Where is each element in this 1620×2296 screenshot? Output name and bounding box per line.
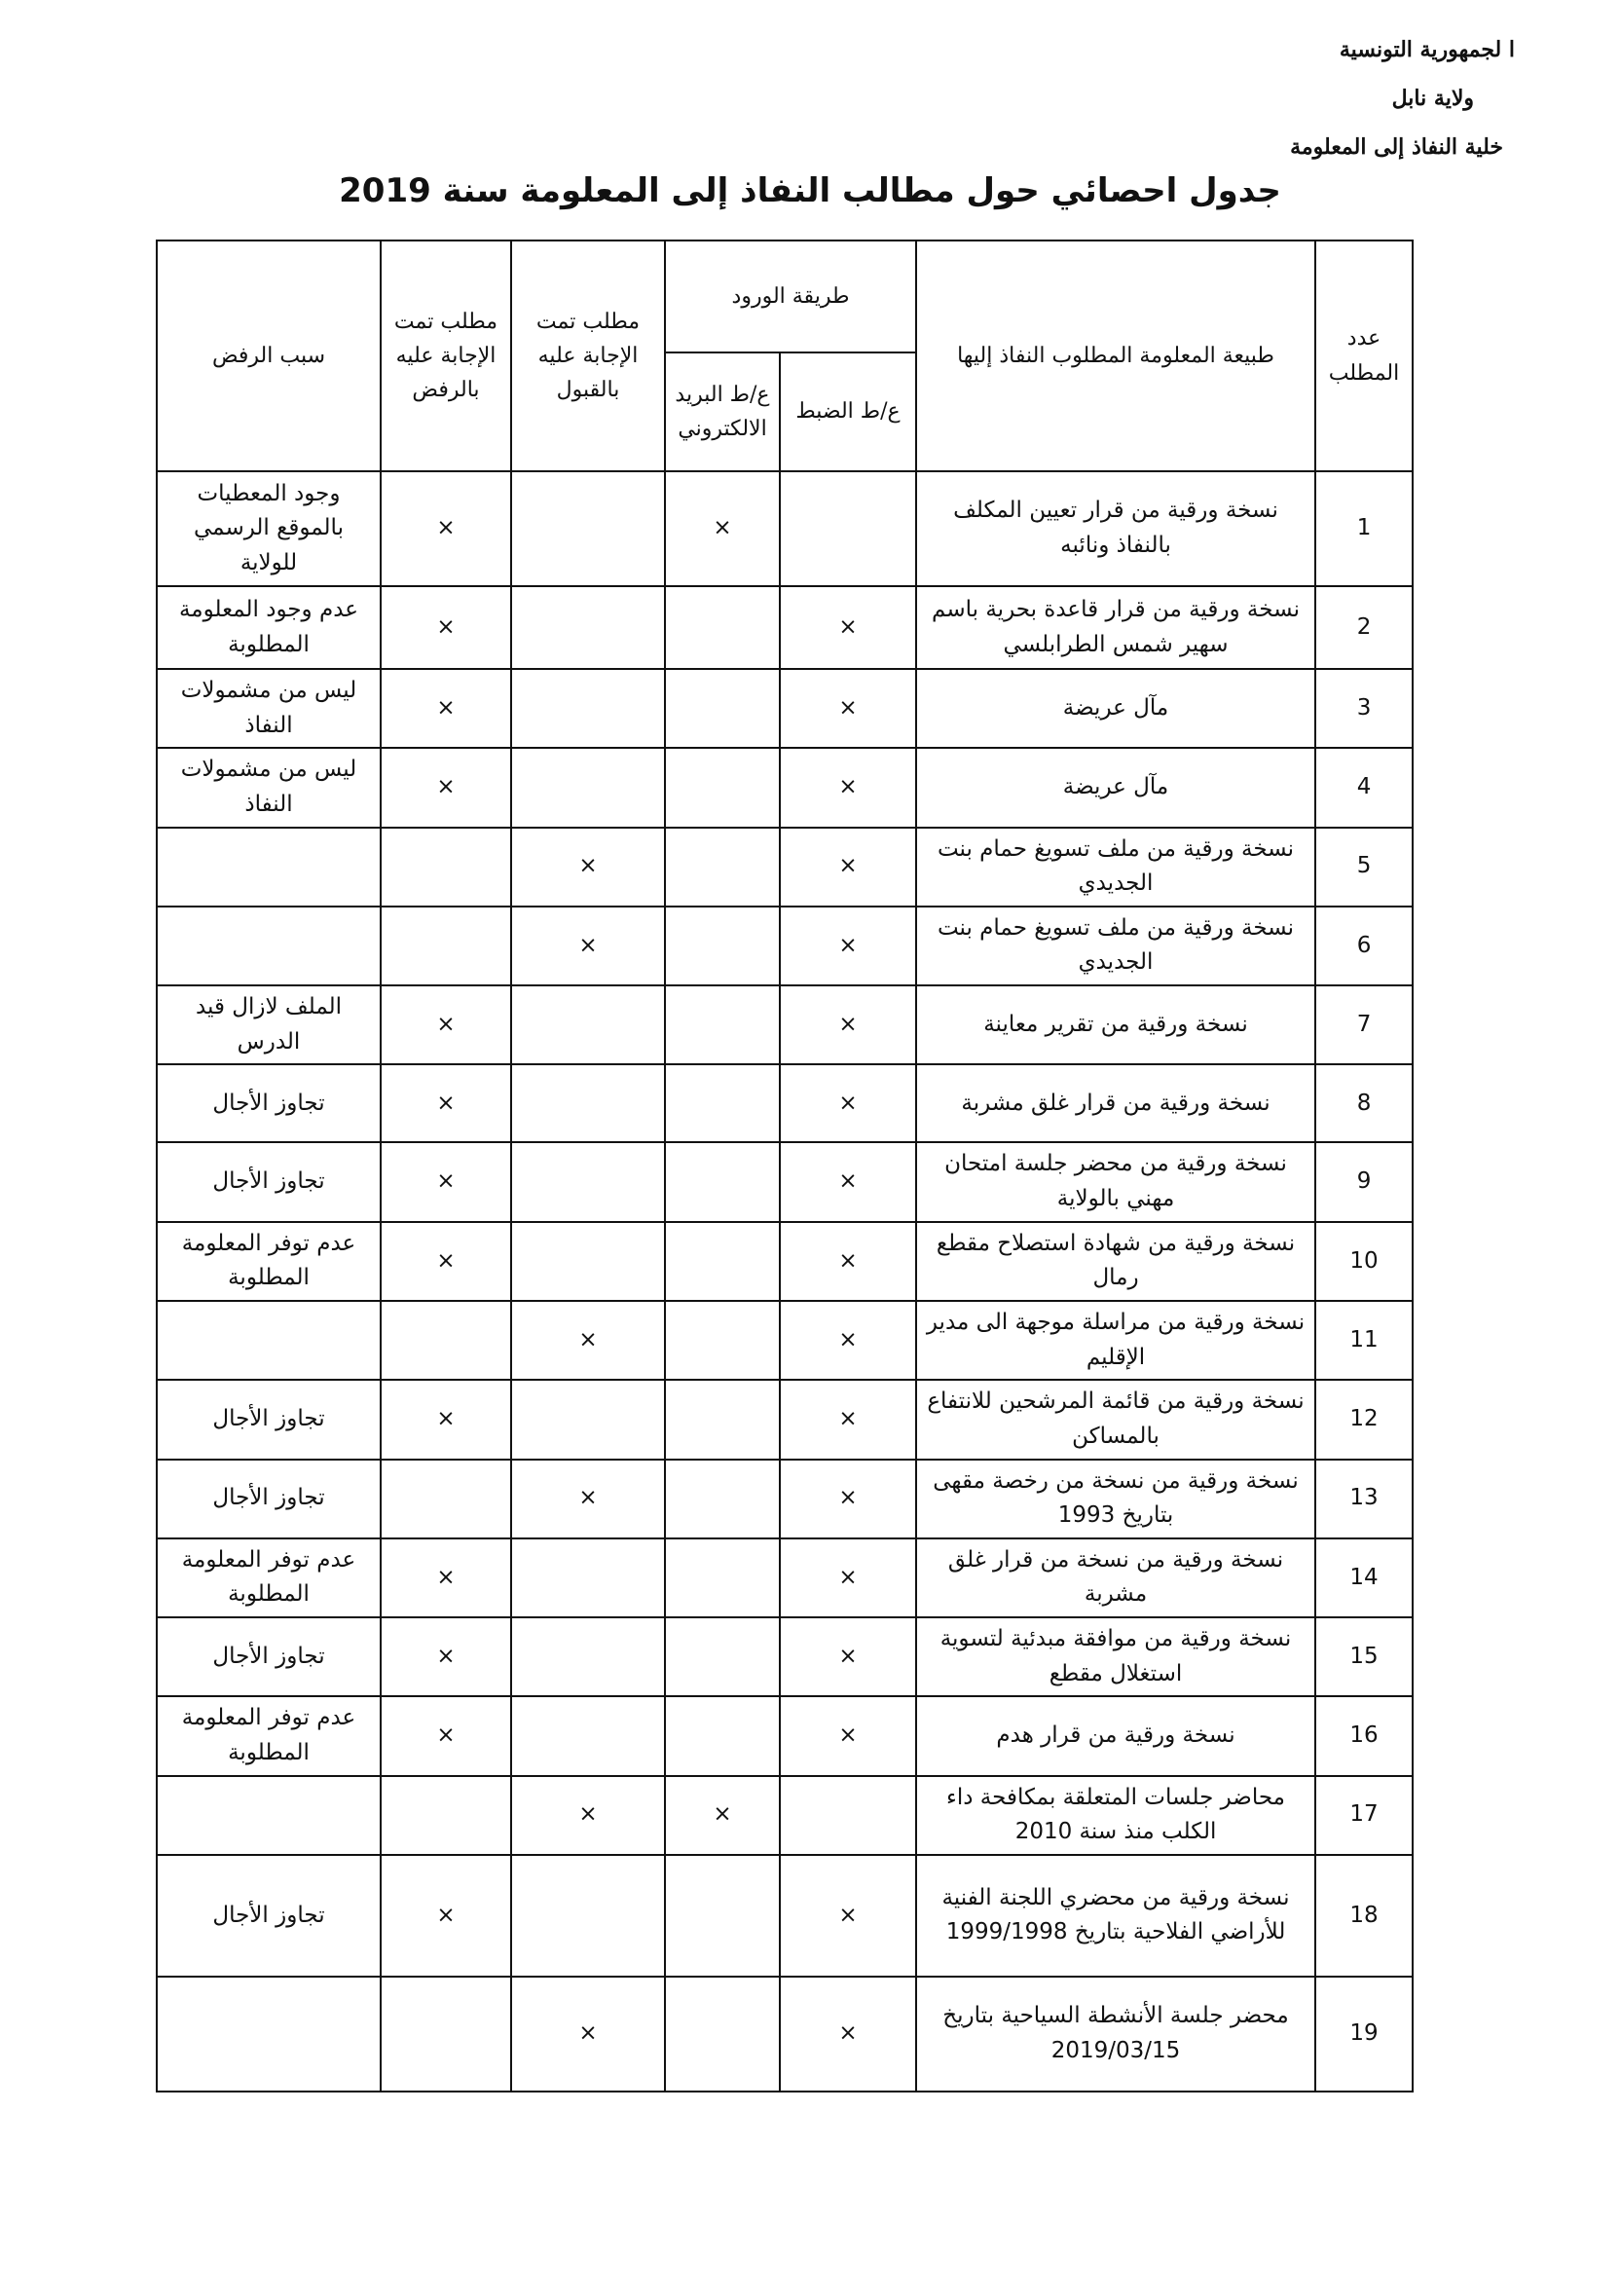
- row-refused: ×: [381, 1696, 511, 1775]
- table-body: [157, 471, 1413, 2092]
- row-number: 18: [1315, 1855, 1413, 1977]
- table-row: [157, 1064, 1413, 1142]
- table-row: [157, 1380, 1413, 1459]
- header-governorate: ولاية نابل: [1391, 86, 1474, 111]
- row-method-post: ×: [780, 1301, 916, 1380]
- row-nature: نسخة ورقية من موافقة مبدئية لتسوية استغلال مقطع: [916, 1617, 1315, 1696]
- col-number-header: عدد المطلب: [1315, 241, 1413, 471]
- row-method-post: ×: [780, 669, 916, 748]
- col-refused-header: مطلب تمت الإجابة عليه بالرفض: [381, 241, 511, 471]
- row-refused: ×: [381, 1222, 511, 1301]
- table-row: [157, 907, 1413, 985]
- row-nature: نسخة ورقية من ملف تسويغ حمام بنت الجديدي: [916, 828, 1315, 907]
- row-reason: عدم وجود المعلومة المطلوبة: [157, 586, 381, 669]
- row-reason: [157, 1301, 381, 1380]
- row-refused: ×: [381, 586, 511, 669]
- row-reason: عدم توفر المعلومة المطلوبة: [157, 1222, 381, 1301]
- row-accepted: [511, 1064, 665, 1142]
- row-number: 9: [1315, 1142, 1413, 1221]
- row-nature: نسخة ورقية من محضر جلسة امتحان مهني بالولاية: [916, 1142, 1315, 1221]
- row-number: 13: [1315, 1460, 1413, 1538]
- col-reason-header: سبب الرفض: [157, 241, 381, 471]
- table-row: [157, 471, 1413, 586]
- row-nature: نسخة ورقية من محضري اللجنة الفنية للأراضي الفلاحية بتاريخ 1999/1998: [916, 1855, 1315, 1977]
- row-method-email: [665, 1696, 780, 1775]
- row-number: 4: [1315, 748, 1413, 827]
- row-nature: محاضر جلسات المتعلقة بمكافحة داء الكلب منذ سنة 2010: [916, 1776, 1315, 1855]
- row-nature: مآل عريضة: [916, 748, 1315, 827]
- row-method-email: [665, 1301, 780, 1380]
- row-method-email: [665, 1064, 780, 1142]
- row-method-post: ×: [780, 1064, 916, 1142]
- table-row: [157, 1222, 1413, 1301]
- row-reason: عدم توفر المعلومة المطلوبة: [157, 1538, 381, 1617]
- row-method-email: [665, 586, 780, 669]
- row-method-post: ×: [780, 907, 916, 985]
- row-method-email: [665, 828, 780, 907]
- statistics-table: [156, 240, 1414, 2092]
- row-accepted: [511, 1380, 665, 1459]
- row-nature: نسخة ورقية من مراسلة موجهة الى مدير الإقليم: [916, 1301, 1315, 1380]
- col-accepted-header: مطلب تمت الإجابة عليه بالقبول: [511, 241, 665, 471]
- row-method-post: ×: [780, 748, 916, 827]
- row-number: 3: [1315, 669, 1413, 748]
- row-nature: نسخة ورقية من نسخة من رخصة مقهى بتاريخ 1993: [916, 1460, 1315, 1538]
- row-reason: تجاوز الأجال: [157, 1380, 381, 1459]
- row-accepted: [511, 748, 665, 827]
- row-refused: ×: [381, 1142, 511, 1221]
- row-reason: تجاوز الأجال: [157, 1460, 381, 1538]
- table-row: [157, 1696, 1413, 1775]
- row-reason: ليس من مشمولات النفاذ: [157, 669, 381, 748]
- table-row: [157, 1301, 1413, 1380]
- row-reason: [157, 828, 381, 907]
- row-number: 1: [1315, 471, 1413, 586]
- row-number: 6: [1315, 907, 1413, 985]
- row-method-email: [665, 1855, 780, 1977]
- row-nature: نسخة ورقية من نسخة من قرار غلق مشربة: [916, 1538, 1315, 1617]
- row-number: 12: [1315, 1380, 1413, 1459]
- row-number: 17: [1315, 1776, 1413, 1855]
- row-method-email: [665, 1538, 780, 1617]
- row-number: 15: [1315, 1617, 1413, 1696]
- row-method-email: [665, 985, 780, 1064]
- row-method-post: ×: [780, 1538, 916, 1617]
- table-row: [157, 669, 1413, 748]
- row-reason: [157, 1977, 381, 2092]
- row-refused: ×: [381, 1380, 511, 1459]
- row-reason: ليس من مشمولات النفاذ: [157, 748, 381, 827]
- table-row: [157, 1855, 1413, 1977]
- row-accepted: [511, 586, 665, 669]
- row-refused: ×: [381, 669, 511, 748]
- row-method-email: ×: [665, 471, 780, 586]
- table-row: [157, 1977, 1413, 2092]
- row-number: 11: [1315, 1301, 1413, 1380]
- header-republic: ا لجمهورية التونسية: [1339, 37, 1515, 62]
- table-row: [157, 985, 1413, 1064]
- row-number: 16: [1315, 1696, 1413, 1775]
- row-accepted: ×: [511, 907, 665, 985]
- row-accepted: ×: [511, 1460, 665, 1538]
- page-title: جدول احصائي حول مطالب النفاذ إلى المعلومة سنة 2019: [339, 171, 1281, 210]
- row-method-email: [665, 748, 780, 827]
- row-accepted: [511, 985, 665, 1064]
- row-nature: نسخة ورقية من ملف تسويغ حمام بنت الجديدي: [916, 907, 1315, 985]
- row-accepted: [511, 1696, 665, 1775]
- table-row: [157, 748, 1413, 827]
- row-refused: ×: [381, 471, 511, 586]
- row-reason: تجاوز الأجال: [157, 1617, 381, 1696]
- row-method-email: [665, 1617, 780, 1696]
- row-number: 7: [1315, 985, 1413, 1064]
- row-nature: نسخة ورقية من شهادة استصلاح مقطع رمال: [916, 1222, 1315, 1301]
- table-row: [157, 1617, 1413, 1696]
- row-method-post: ×: [780, 985, 916, 1064]
- col-method-email-header: ع/ط البريد الالكتروني: [665, 352, 780, 471]
- row-method-post: ×: [780, 1222, 916, 1301]
- table-row: [157, 1538, 1413, 1617]
- row-method-email: [665, 907, 780, 985]
- row-number: 19: [1315, 1977, 1413, 2092]
- row-refused: [381, 828, 511, 907]
- row-method-post: ×: [780, 1142, 916, 1221]
- row-reason: تجاوز الأجال: [157, 1142, 381, 1221]
- row-number: 10: [1315, 1222, 1413, 1301]
- row-method-email: [665, 1977, 780, 2092]
- row-method-post: ×: [780, 1617, 916, 1696]
- row-refused: [381, 1301, 511, 1380]
- row-accepted: ×: [511, 828, 665, 907]
- row-method-post: ×: [780, 1855, 916, 1977]
- row-accepted: ×: [511, 1776, 665, 1855]
- row-nature: نسخة ورقية من قائمة المرشحين للانتفاع بالمساكن: [916, 1380, 1315, 1459]
- row-refused: [381, 1460, 511, 1538]
- row-number: 5: [1315, 828, 1413, 907]
- table-row: [157, 1776, 1413, 1855]
- row-reason: [157, 1776, 381, 1855]
- row-refused: ×: [381, 1538, 511, 1617]
- row-reason: الملف لازال قيد الدرس: [157, 985, 381, 1064]
- row-reason: تجاوز الأجال: [157, 1855, 381, 1977]
- row-refused: [381, 1776, 511, 1855]
- row-accepted: [511, 1617, 665, 1696]
- row-method-email: [665, 1222, 780, 1301]
- row-method-post: [780, 1776, 916, 1855]
- col-method-post-header: ع/ط الضبط: [780, 352, 916, 471]
- row-method-email: [665, 669, 780, 748]
- row-method-post: ×: [780, 586, 916, 669]
- row-method-email: ×: [665, 1776, 780, 1855]
- row-method-post: ×: [780, 1696, 916, 1775]
- row-method-post: ×: [780, 1977, 916, 2092]
- row-accepted: [511, 1855, 665, 1977]
- row-nature: نسخة ورقية من قرار قاعدة بحرية باسم سهير شمس الطرابلسي: [916, 586, 1315, 669]
- row-nature: نسخة ورقية من قرار تعيين المكلف بالنفاذ ونائبه: [916, 471, 1315, 586]
- table-row: [157, 586, 1413, 669]
- row-refused: [381, 1977, 511, 2092]
- row-number: 14: [1315, 1538, 1413, 1617]
- row-accepted: [511, 1538, 665, 1617]
- header-cell: خلية النفاذ إلى المعلومة: [1290, 134, 1503, 160]
- table-row: [157, 1142, 1413, 1221]
- row-reason: تجاوز الأجال: [157, 1064, 381, 1142]
- row-accepted: [511, 669, 665, 748]
- row-refused: ×: [381, 1855, 511, 1977]
- row-method-post: [780, 471, 916, 586]
- row-nature: محضر جلسة الأنشطة السياحية بتاريخ 2019/03/15: [916, 1977, 1315, 2092]
- row-nature: مآل عريضة: [916, 669, 1315, 748]
- row-reason: [157, 907, 381, 985]
- row-refused: ×: [381, 748, 511, 827]
- col-method-header: طريقة الورود: [665, 241, 916, 352]
- row-accepted: [511, 1222, 665, 1301]
- row-reason: عدم توفر المعلومة المطلوبة: [157, 1696, 381, 1775]
- row-method-post: ×: [780, 1460, 916, 1538]
- row-accepted: ×: [511, 1977, 665, 2092]
- row-refused: ×: [381, 985, 511, 1064]
- col-nature-header: طبيعة المعلومة المطلوب النفاذ إليها: [916, 241, 1315, 471]
- row-method-email: [665, 1460, 780, 1538]
- row-method-email: [665, 1142, 780, 1221]
- row-nature: نسخة ورقية من تقرير معاينة: [916, 985, 1315, 1064]
- row-nature: نسخة ورقية من قرار غلق مشربة: [916, 1064, 1315, 1142]
- row-method-email: [665, 1380, 780, 1459]
- row-reason: وجود المعطيات بالموقع الرسمي للولاية: [157, 471, 381, 586]
- row-refused: [381, 907, 511, 985]
- row-refused: ×: [381, 1617, 511, 1696]
- table-row: [157, 1460, 1413, 1538]
- table-row: [157, 828, 1413, 907]
- row-accepted: [511, 1142, 665, 1221]
- row-method-post: ×: [780, 828, 916, 907]
- row-accepted: ×: [511, 1301, 665, 1380]
- row-accepted: [511, 471, 665, 586]
- row-nature: نسخة ورقية من قرار هدم: [916, 1696, 1315, 1775]
- row-method-post: ×: [780, 1380, 916, 1459]
- row-number: 2: [1315, 586, 1413, 669]
- row-number: 8: [1315, 1064, 1413, 1142]
- row-refused: ×: [381, 1064, 511, 1142]
